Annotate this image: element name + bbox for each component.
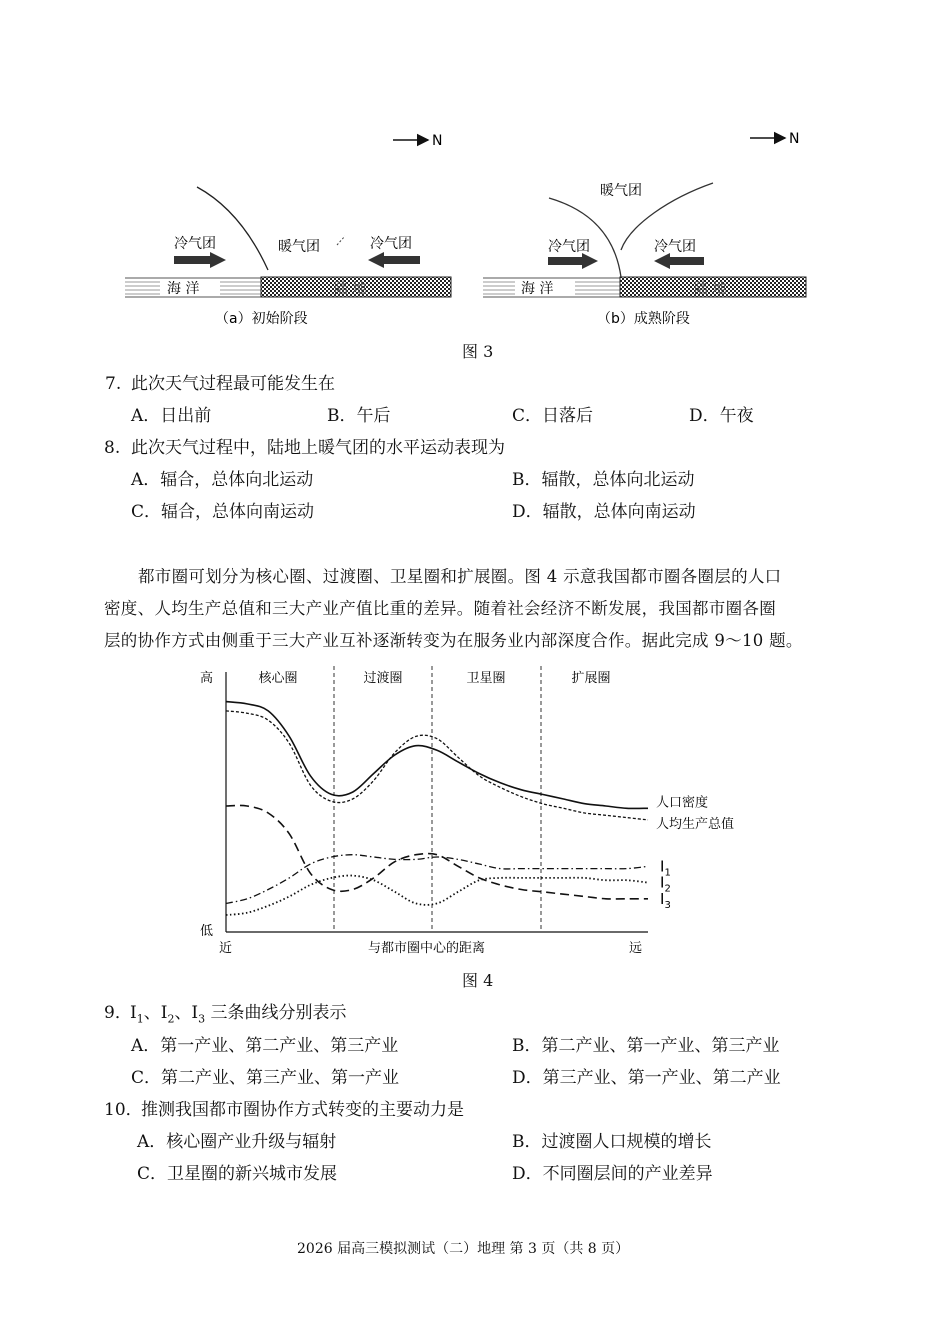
- land-strip-b: [620, 277, 806, 297]
- x-axis-far-label: 远: [629, 941, 643, 956]
- x-axis-near-label: 近: [219, 941, 233, 956]
- land-strip-a: [261, 277, 451, 297]
- series-line-3: [226, 855, 648, 904]
- cold-air-left-label-b: 冷气团: [548, 239, 590, 255]
- question-8-option-b[interactable]: B．辐散，总体向北运动: [512, 470, 695, 490]
- series-label-2: 人均生产总值: [656, 816, 735, 832]
- land-label-b: 陆 地: [694, 281, 727, 297]
- question-10-stem: 推测我国都市圈协作方式转变的主要动力是: [141, 1100, 464, 1120]
- question-7-option-d[interactable]: D．午夜: [689, 406, 754, 426]
- question-8-stem: 此次天气过程中，陆地上暖气团的水平运动表现为: [131, 438, 505, 458]
- question-7-option-b[interactable]: B．午后: [327, 406, 391, 426]
- series-line-1: [226, 702, 648, 809]
- wind-arrow-right-a: [174, 252, 226, 268]
- question-8-option-d[interactable]: D．辐散，总体向南运动: [512, 502, 696, 522]
- warm-air-label-b: 暖气团: [600, 183, 642, 199]
- question-10-option-a[interactable]: A．核心圈产业升级与辐射: [137, 1132, 337, 1152]
- figure-4-chart: [0, 660, 950, 960]
- question-7-number: 7.: [105, 374, 122, 394]
- page-footer: 2026 届高三模拟测试（二）地理 第 3 页（共 8 页）: [297, 1241, 630, 1257]
- question-8-option-a[interactable]: A．辐合，总体向北运动: [131, 470, 314, 490]
- question-9-option-a[interactable]: A．第一产业、第二产业、第三产业: [131, 1036, 399, 1056]
- question-9-option-b[interactable]: B．第二产业、第一产业、第三产业: [512, 1036, 780, 1056]
- series-line-4: [226, 876, 648, 915]
- question-9-option-c[interactable]: C．第二产业、第三产业、第一产业: [131, 1068, 400, 1088]
- series-label-3: $I_1$: [660, 857, 671, 879]
- question-10-option-c[interactable]: C．卫星圈的新兴城市发展: [137, 1164, 338, 1184]
- series-label-4: $I_2$: [660, 873, 671, 895]
- passage-line-1: 都市圈可划分为核心圈、过渡圈、卫星圈和扩展圈。图 4 示意我国都市圈各圈层的人口: [138, 567, 782, 586]
- question-10-option-b[interactable]: B．过渡圈人口规模的增长: [512, 1132, 712, 1152]
- figure-4-caption: 图 4: [462, 971, 494, 990]
- question-7-option-a[interactable]: A．日出前: [131, 406, 212, 426]
- y-axis-low-label: 低: [200, 924, 214, 939]
- wind-arrow-left-a: [368, 252, 420, 268]
- subcaption-b: （b）成熟阶段: [597, 311, 690, 327]
- zone-label-1: 核心圈: [258, 671, 298, 686]
- question-10-option-d[interactable]: D．不同圈层间的产业差异: [512, 1164, 713, 1184]
- cold-air-left-label-a: 冷气团: [174, 236, 216, 252]
- warm-air-label-a: 暖气团: [278, 239, 320, 255]
- zone-label-2: 过渡圈: [363, 671, 403, 686]
- cold-air-right-label-b: 冷气团: [654, 239, 696, 255]
- series-line-5: [226, 805, 648, 899]
- wind-arrow-right-b: [548, 253, 598, 269]
- question-8-number: 8.: [104, 438, 121, 458]
- x-axis-title: 与都市圈中心的距离: [368, 941, 486, 956]
- cold-air-right-label-a: 冷气团: [370, 236, 412, 252]
- north-label-b: N: [789, 131, 800, 147]
- y-axis-high-label: 高: [200, 671, 214, 686]
- figure-3: [0, 120, 950, 340]
- question-9-option-d[interactable]: D．第三产业、第一产业、第二产业: [512, 1068, 781, 1088]
- passage-line-2: 密度、人均生产总值和三大产业产值比重的差异。随着社会经济不断发展，我国都市圈各圈: [104, 599, 776, 618]
- series-label-1: 人口密度: [656, 795, 709, 811]
- question-7-stem: 此次天气过程最可能发生在: [131, 374, 335, 394]
- ocean-strip-b: [483, 277, 620, 297]
- zone-label-3: 卫星圈: [466, 671, 506, 686]
- zone-label-4: 扩展圈: [571, 671, 611, 686]
- ocean-label-a: 海 洋: [167, 281, 200, 297]
- question-10-number: 10．: [104, 1100, 143, 1120]
- ocean-strip-a: [125, 277, 261, 297]
- question-7-option-c[interactable]: C．日落后: [512, 406, 594, 426]
- question-8-option-c[interactable]: C．辐合，总体向南运动: [131, 502, 315, 522]
- question-9-number: 9．: [104, 1003, 132, 1023]
- series-label-5: $I_3$: [660, 889, 671, 911]
- question-9-stem: $I_1$、$I_2$、$I_3$ 三条曲线分别表示: [130, 1003, 347, 1026]
- land-label-a: 陆 地: [334, 281, 367, 297]
- ocean-label-b: 海 洋: [521, 281, 554, 297]
- passage-line-3: 层的协作方式由侧重于三大产业互补逐渐转变为在服务业内部深度合作。据此完成 9～10 题。: [104, 631, 803, 650]
- subcaption-a: （a）初始阶段: [215, 311, 308, 327]
- figure-3-caption: 图 3: [462, 342, 494, 361]
- north-label-a: N: [432, 133, 443, 149]
- wind-arrow-left-b: [654, 253, 704, 269]
